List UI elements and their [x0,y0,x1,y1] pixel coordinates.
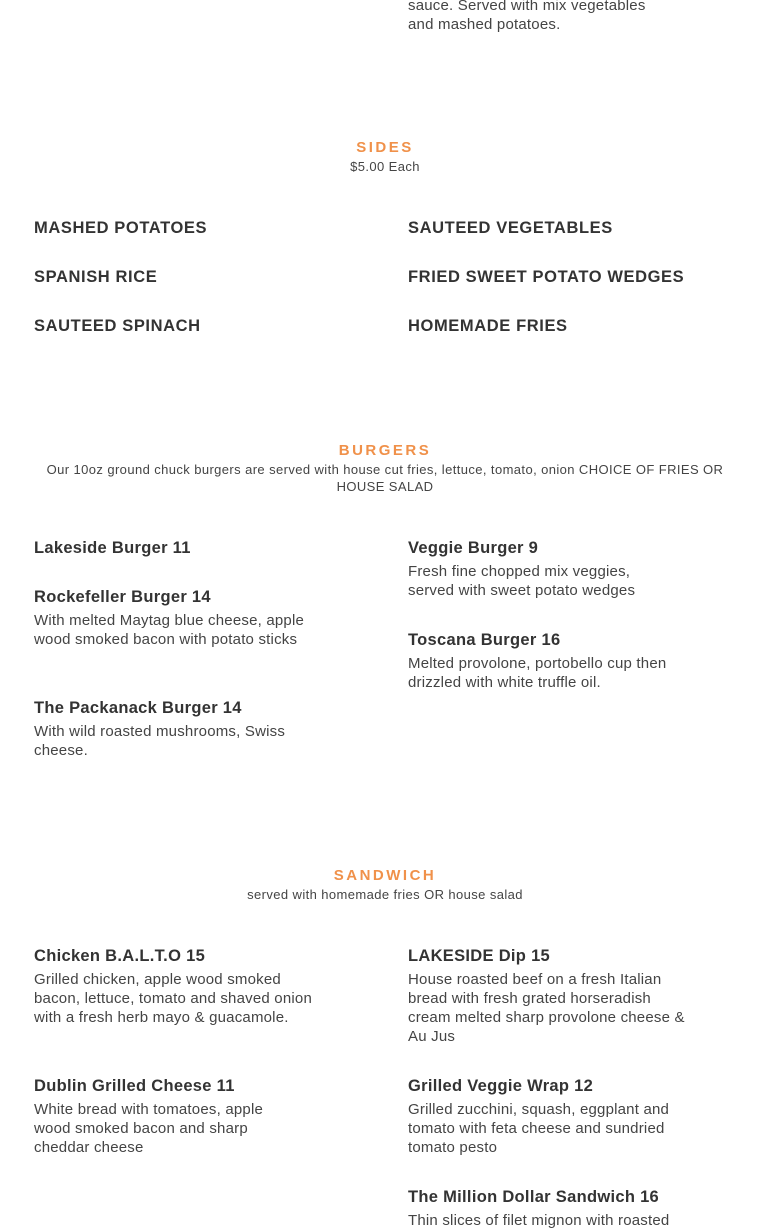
menu-item-name: The Million Dollar Sandwich 16 [408,1188,660,1206]
burgers-section-subtitle: Our 10oz ground chuck burgers are served with house cut fries, lettuce, tomato, onion CHOICE OF FRIES OR HOUSE SALAD [46,462,724,494]
sides-section-subtitle: $5.00 Each [350,159,420,174]
sandwich-section-title: SANDWICH [333,867,437,884]
menu-item-description: With melted Maytag blue cheese, apple wood smoked bacon with potato sticks [34,612,305,648]
menu-item-name: Toscana Burger 16 [408,631,561,649]
menu-item-name: LAKESIDE Dip 15 [408,947,551,965]
menu-item [408,1188,708,1230]
menu-item-description: Grilled chicken, apple wood smoked bacon, lettuce, tomato and shaved onion with a fresh herb mayo & guacamole. [34,971,312,1026]
menu-item-description: White bread with tomatoes, apple wood smoked bacon and sharp cheddar cheese [34,1101,264,1156]
menu-item-name: Lakeside Burger 11 [34,539,191,557]
menu-item [408,1077,698,1157]
menu-item-description: Melted provolone, portobello cup then drizzled with white truffle oil. [408,655,667,691]
side-item: SAUTEED SPINACH [34,317,201,335]
sides-section-title: SIDES [356,139,414,156]
menu-item-name: Veggie Burger 9 [408,539,539,557]
menu-item [34,1077,304,1157]
menu-item-name: The Packanack Burger 14 [34,699,242,717]
menu-item [408,539,678,600]
menu-item-description: Grilled zucchini, squash, eggplant and tomato with feta cheese and sundried tomato pesto [408,1101,670,1156]
menu-item [408,631,678,692]
menu-item [408,947,693,1046]
menu-item-description: Thin slices of filet mignon with roasted [408,1212,670,1229]
side-item: SAUTEED VEGETABLES [408,219,613,237]
menu-item-name: Dublin Grilled Cheese 11 [34,1077,235,1095]
burgers-section-title: BURGERS [338,442,432,459]
menu-item-name: Chicken B.A.L.T.O 15 [34,947,206,965]
partial-description-line: sauce. Served with mix vegetables [408,0,646,14]
side-item: HOMEMADE FRIES [408,317,568,335]
side-item: MASHED POTATOES [34,219,208,237]
menu-item [34,539,309,558]
menu-item-name: Grilled Veggie Wrap 12 [408,1077,594,1095]
menu-item-description: Fresh fine chopped mix veggies, served with sweet potato wedges [408,563,636,599]
menu-item-name: Rockefeller Burger 14 [34,588,211,606]
partial-description-line: and mashed potatoes. [408,16,561,33]
partial-item-description [408,0,698,34]
sandwich-section-subtitle: served with homemade fries OR house salad [247,887,523,902]
menu-item [34,699,319,760]
menu-item [34,588,309,649]
side-item: FRIED SWEET POTATO WEDGES [408,268,685,286]
side-item: SPANISH RICE [34,268,158,286]
menu-item-description: With wild roasted mushrooms, Swiss cheese. [34,723,286,759]
menu-item [34,947,314,1027]
menu-item-description: House roasted beef on a fresh Italian bread with fresh grated horseradish cream melted sharp provolone cheese & Au Jus [408,971,685,1045]
